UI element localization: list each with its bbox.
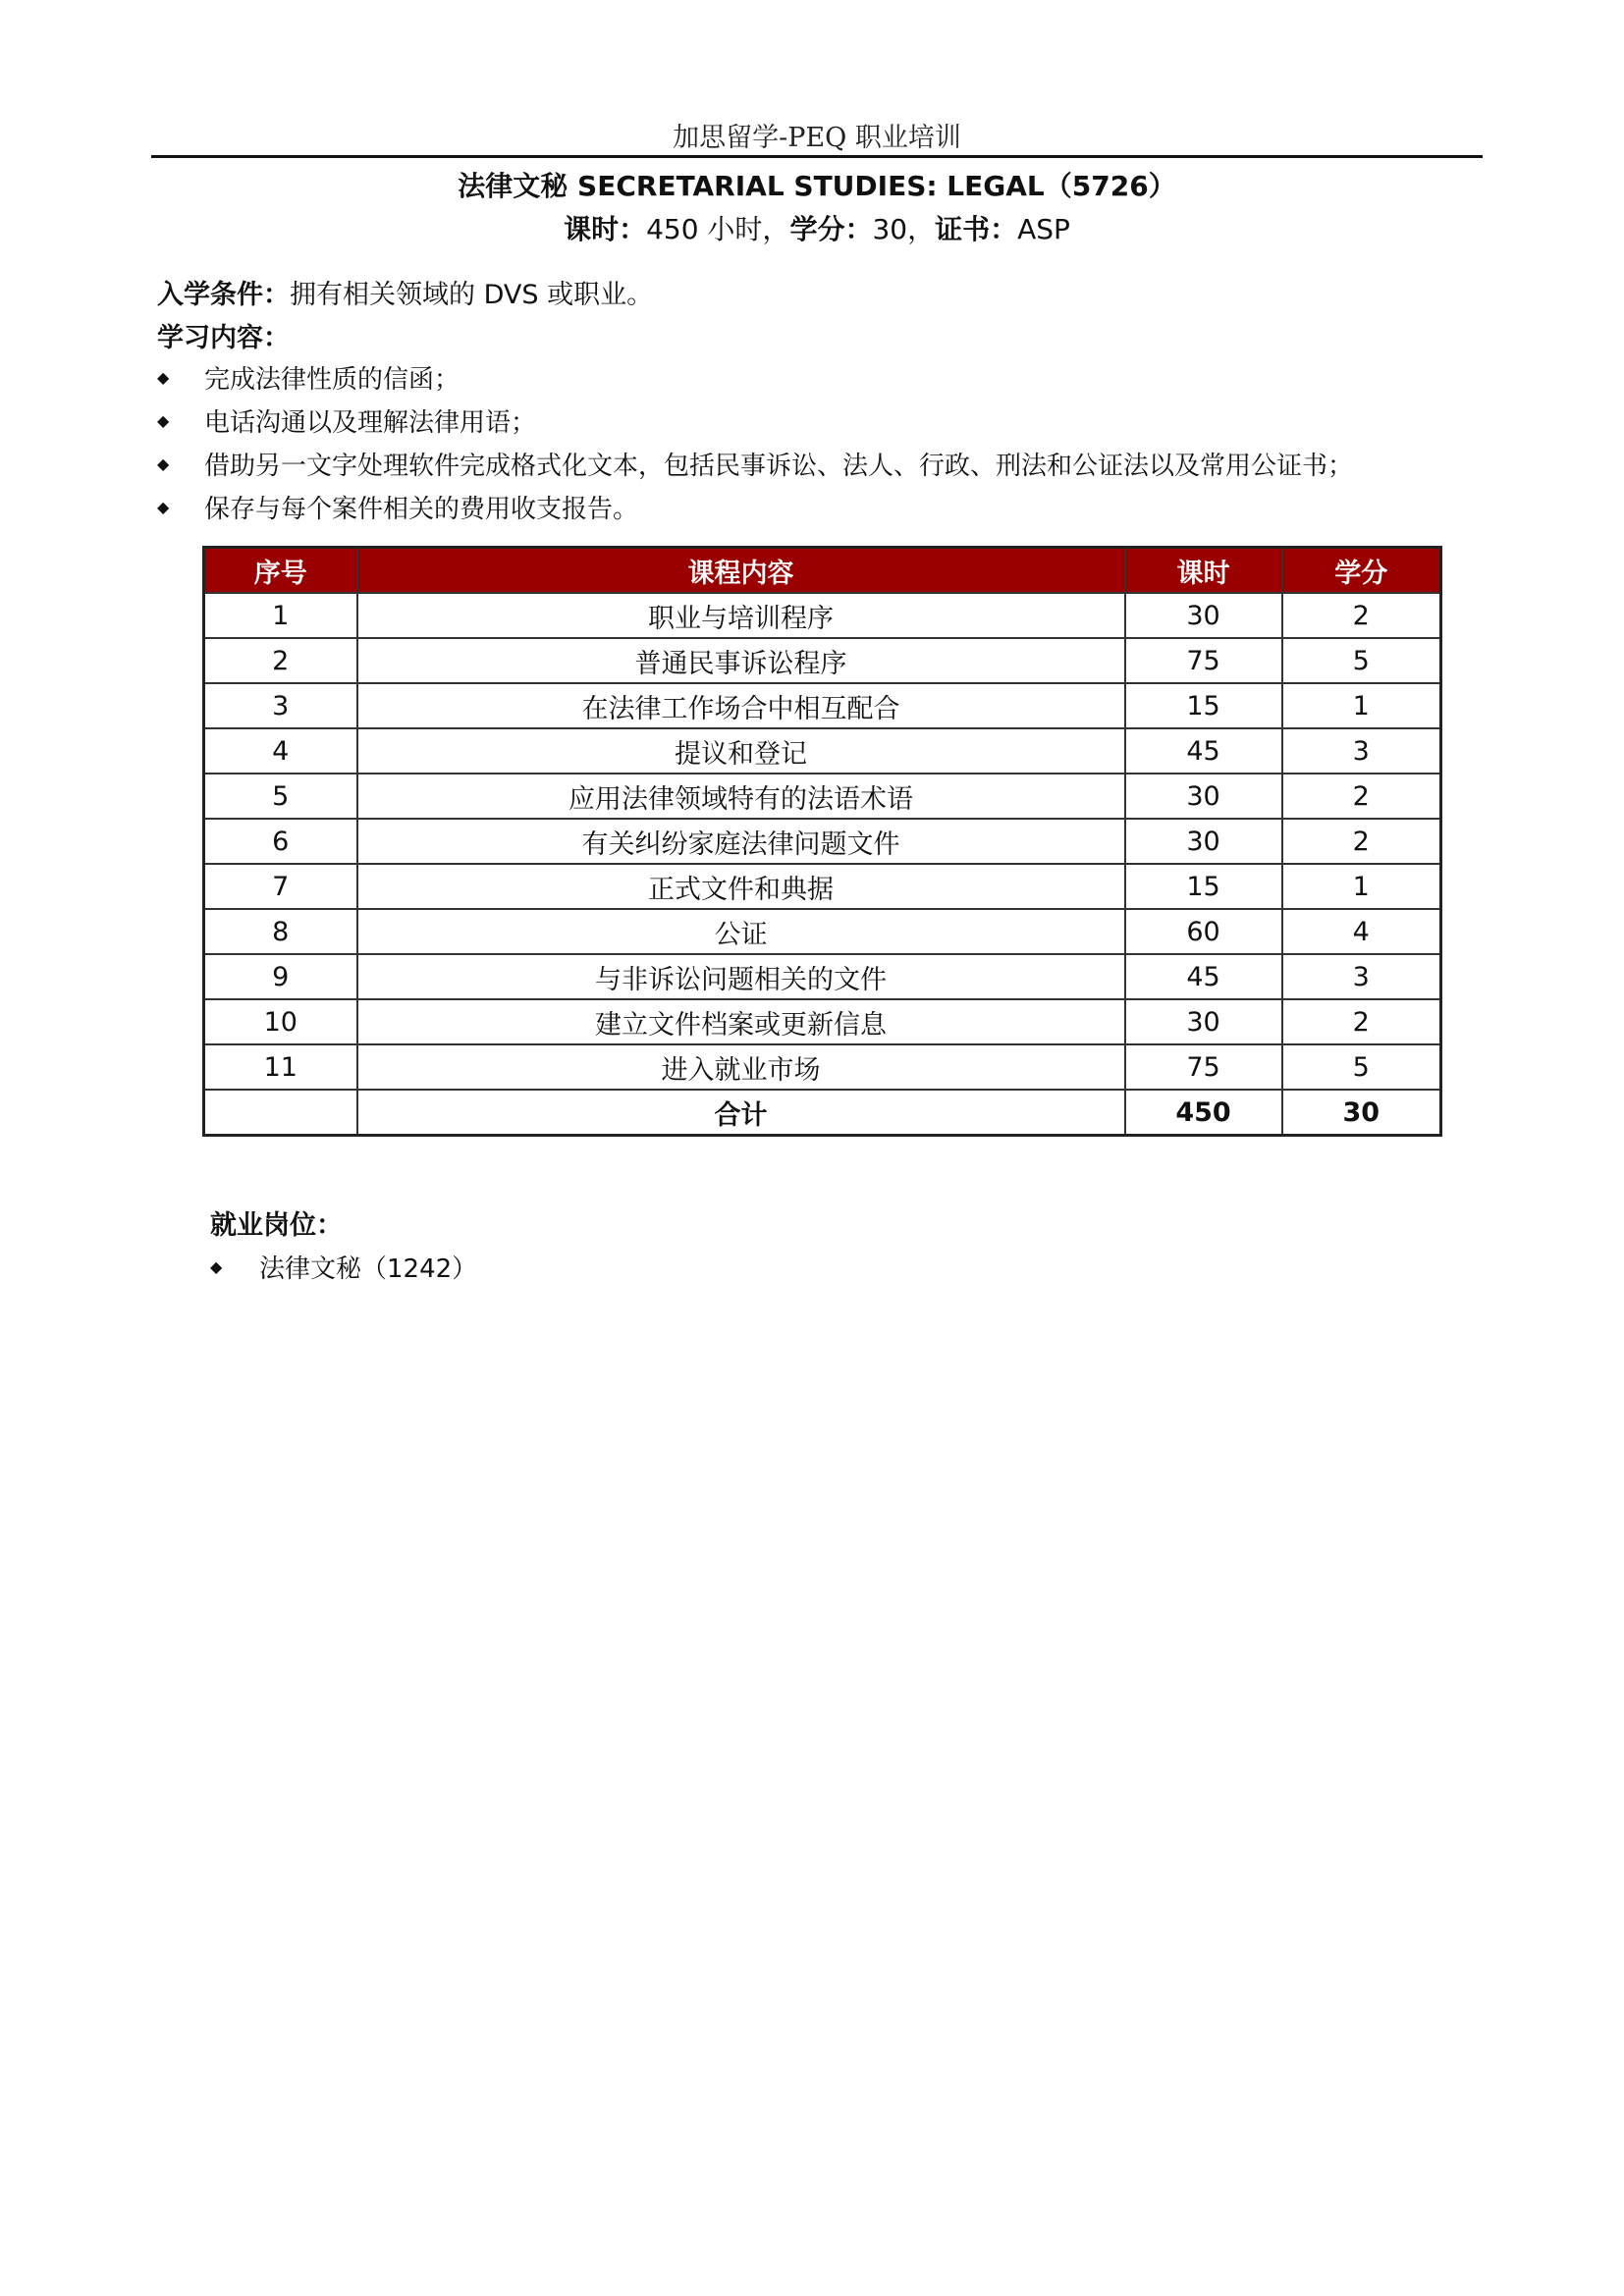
table-row: 3 在法律工作场合中相互配合 15 1 xyxy=(204,683,1441,728)
table-row: 2 普通民事诉讼程序 75 5 xyxy=(204,638,1441,683)
course-summary xyxy=(151,208,1483,247)
table-row: 4 提议和登记 45 3 xyxy=(204,728,1441,774)
header-index: 序号 xyxy=(204,548,357,594)
header-course: 课程内容 xyxy=(357,548,1125,594)
admission-label: 入学条件： xyxy=(157,280,290,310)
credits-label: 学分： xyxy=(789,213,873,245)
content-label: 学习内容： xyxy=(157,323,290,353)
diamond-bullet-icon: ◆ xyxy=(157,368,170,387)
content-heading xyxy=(157,316,290,354)
table-row: 11 进入就业市场 75 5 xyxy=(204,1044,1441,1090)
credits-value: 30， xyxy=(872,213,936,245)
table-header-row xyxy=(204,548,1441,594)
jobs-heading: 就业岗位： xyxy=(210,1210,343,1241)
certificate-value: ASP xyxy=(1017,213,1070,245)
table-row: 1 职业与培训程序 30 2 xyxy=(204,593,1441,638)
table-row: 5 应用法律领域特有的法语术语 30 2 xyxy=(204,774,1441,819)
header-hours: 课时 xyxy=(1125,548,1282,594)
hours-value: 450 小时， xyxy=(646,213,790,245)
document-title: 法律文秘 SECRETARIAL STUDIES: LEGAL（5726） xyxy=(458,170,1176,202)
diamond-bullet-icon: ◆ xyxy=(157,454,170,473)
table-row: 7 正式文件和典据 15 1 xyxy=(204,864,1441,909)
content-item: ◆ 完成法律性质的信函； xyxy=(157,365,460,395)
content-item: ◆ 电话沟通以及理解法律用语； xyxy=(157,408,537,438)
page-header: 加思留学-PEQ 职业培训 xyxy=(673,123,961,153)
certificate-label: 证书： xyxy=(935,213,1018,245)
header-credits: 学分 xyxy=(1282,548,1441,594)
admission-text: 拥有相关领域的 DVS 或职业。 xyxy=(290,280,654,310)
content-item: ◆ 保存与每个案件相关的费用收支报告。 xyxy=(157,495,639,524)
table-total-row: 合计 450 30 xyxy=(204,1090,1441,1136)
content-item: ◆ 借助另一文字处理软件完成格式化文本，包括民事诉讼、法人、行政、刑法和公证法以及常用公证书； xyxy=(157,452,1354,481)
diamond-bullet-icon: ◆ xyxy=(157,498,170,516)
job-item: ◆ 法律文秘（1242） xyxy=(210,1255,478,1284)
table-row: 8 公证 60 4 xyxy=(204,909,1441,954)
diamond-bullet-icon: ◆ xyxy=(157,411,170,430)
diamond-bullet-icon: ◆ xyxy=(210,1257,223,1276)
table-row: 10 建立文件档案或更新信息 30 2 xyxy=(204,999,1441,1044)
header-divider xyxy=(151,155,1483,158)
course-table xyxy=(202,546,1442,1137)
hours-label: 课时： xyxy=(564,213,647,245)
admission-line xyxy=(157,273,653,311)
table-row: 6 有关纠纷家庭法律问题文件 30 2 xyxy=(204,819,1441,864)
table-row: 9 与非诉讼问题相关的文件 45 3 xyxy=(204,954,1441,999)
